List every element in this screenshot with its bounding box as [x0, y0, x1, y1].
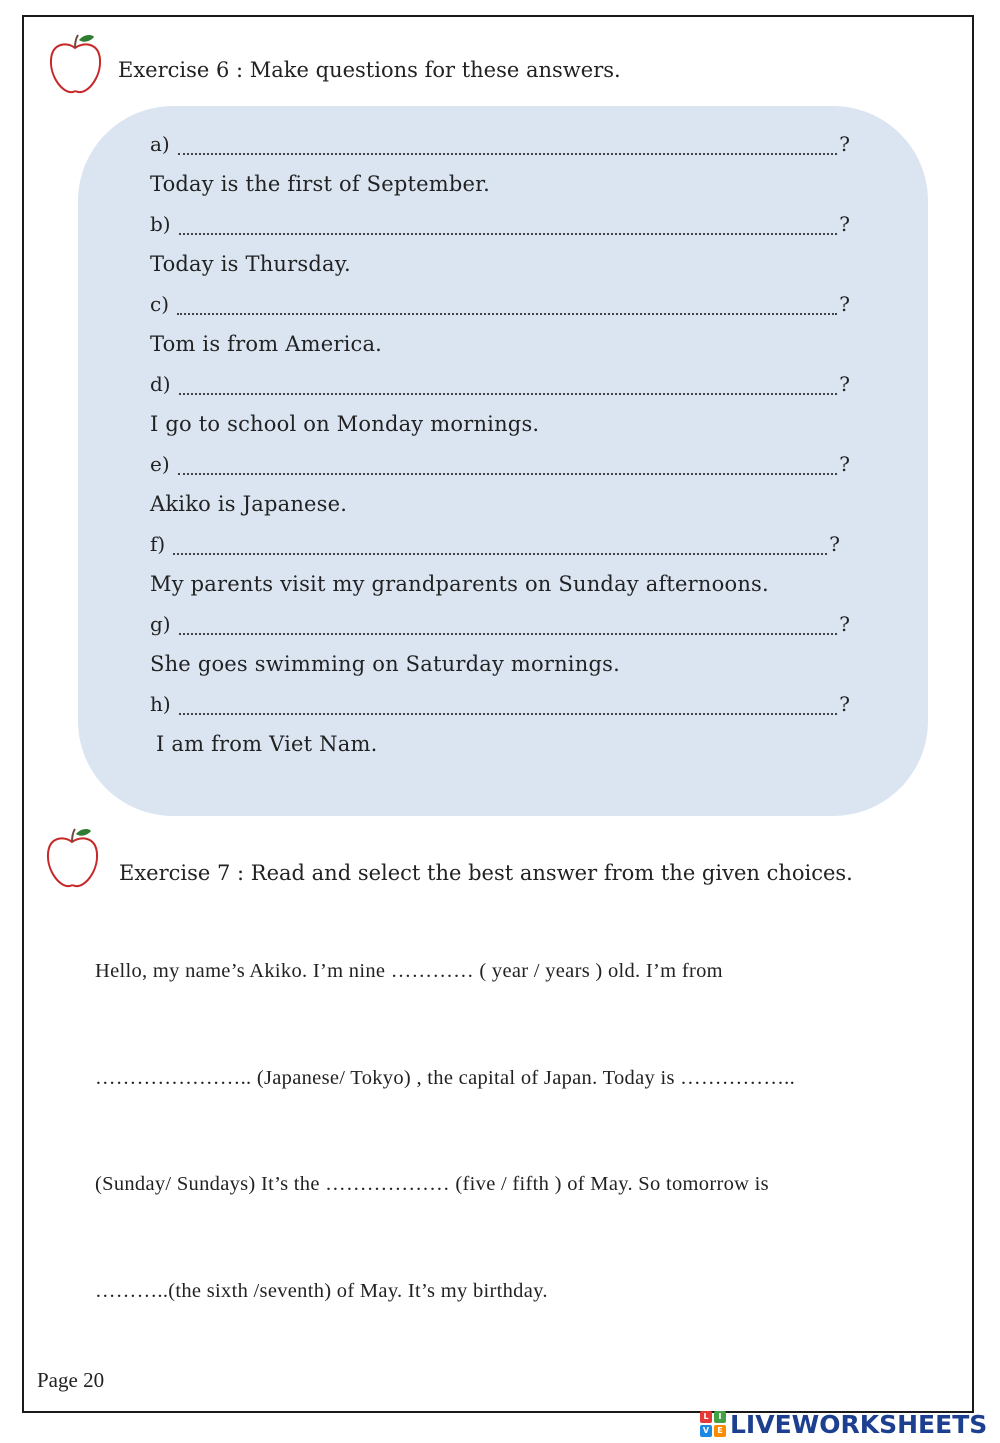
question-label: a) [150, 132, 170, 156]
liveworksheets-logo[interactable] [700, 1408, 987, 1440]
question-mark: ? [829, 532, 840, 556]
passage-line: (Sunday/ Sundays) It’s the ……………… (five / fifth ) of May. So tomorrow is [95, 1173, 769, 1195]
question-label: h) [150, 692, 171, 716]
logo-block: V [700, 1425, 712, 1437]
logo-block: E [714, 1425, 726, 1437]
question-mark: ? [839, 452, 850, 476]
question-row [150, 292, 850, 322]
answer-blank[interactable] [179, 219, 838, 235]
logo-block: I [714, 1411, 726, 1423]
answer-blank[interactable] [179, 619, 838, 635]
question-label: f) [150, 532, 166, 556]
apple-icon [46, 32, 104, 96]
question-label: c) [150, 292, 170, 316]
question-row [150, 132, 850, 162]
question-mark: ? [839, 212, 850, 236]
apple-icon [43, 826, 101, 890]
question-mark: ? [839, 292, 850, 316]
given-answer: Tom is from America. [150, 332, 383, 356]
passage-line: ………..(the sixth /seventh) of May. It’s my birthday. [95, 1280, 548, 1302]
question-mark: ? [839, 612, 850, 636]
question-row [150, 612, 850, 642]
question-mark: ? [839, 132, 850, 156]
logo-block: L [700, 1411, 712, 1423]
question-label: b) [150, 212, 171, 236]
answer-blank[interactable] [178, 139, 838, 155]
question-label: e) [150, 452, 170, 476]
question-row [150, 692, 850, 722]
given-answer: She goes swimming on Saturday mornings. [150, 652, 620, 676]
answer-blank[interactable] [177, 299, 837, 315]
given-answer: I am from Viet Nam. [156, 732, 378, 756]
question-mark: ? [839, 372, 850, 396]
answer-blank[interactable] [173, 539, 827, 555]
question-label: g) [150, 612, 171, 636]
answer-blank[interactable] [178, 459, 838, 475]
logo-blocks-icon [700, 1411, 726, 1437]
brand-name: LIVEWORKSHEETS [730, 1409, 988, 1439]
question-mark: ? [839, 692, 850, 716]
question-row [150, 532, 840, 562]
question-row [150, 212, 850, 242]
question-label: d) [150, 372, 171, 396]
given-answer: Today is Thursday. [150, 252, 351, 276]
answer-blank[interactable] [179, 699, 838, 715]
exercise-7-title: Exercise 7 : Read and select the best answer from the given choices. [119, 861, 853, 885]
given-answer: Today is the first of September. [150, 172, 490, 196]
question-row [150, 372, 850, 402]
exercise-6-title: Exercise 6 : Make questions for these answers. [118, 58, 621, 82]
given-answer: Akiko is Japanese. [150, 492, 348, 516]
passage-line: Hello, my name’s Akiko. I’m nine ………… ( year / years ) old. I’m from [95, 960, 723, 982]
passage-line: ………………….. (Japanese/ Tokyo) , the capital of Japan. Today is …………….. [95, 1067, 795, 1089]
page-number: Page 20 [37, 1368, 105, 1392]
given-answer: My parents visit my grandparents on Sunday afternoons. [150, 572, 769, 596]
answer-blank[interactable] [179, 379, 838, 395]
given-answer: I go to school on Monday mornings. [150, 412, 540, 436]
question-row [150, 452, 850, 482]
